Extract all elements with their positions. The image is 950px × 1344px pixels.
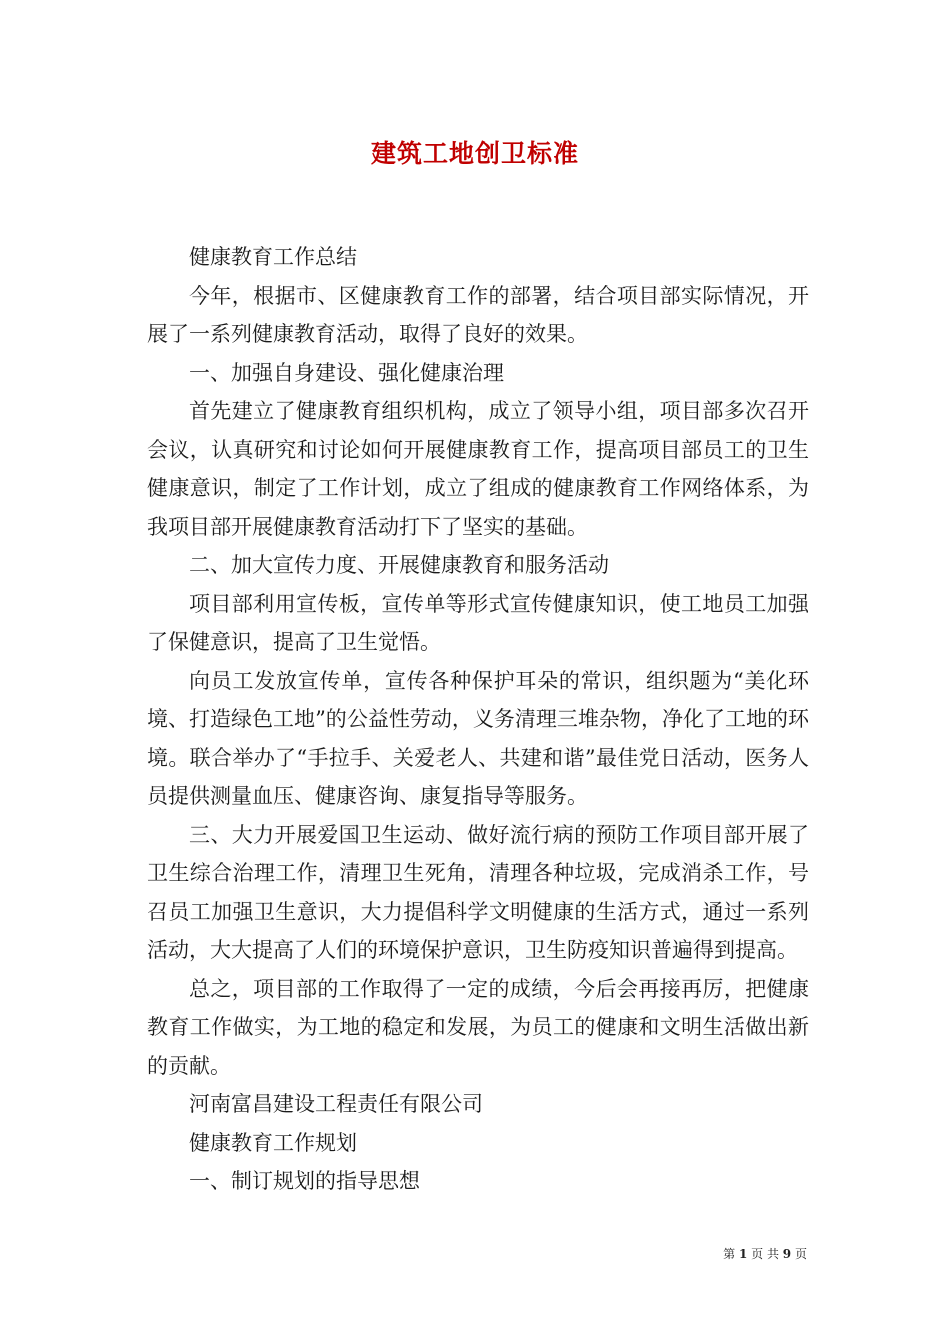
footer-suffix: 页 xyxy=(794,1247,807,1261)
page-footer xyxy=(723,1245,807,1262)
section-heading-summary: 健康教育工作总结 xyxy=(189,245,357,269)
paragraph-conclusion: 总之，项目部的工作取得了一定的成绩，今后会再接再厉，把健康教育工作做实，为工地的稳定和发展，为员工的健康和文明生活做出新的贡献。 xyxy=(147,976,809,1078)
section-heading-guiding: 一、制订规划的指导思想 xyxy=(189,1169,420,1193)
footer-total-pages: 9 xyxy=(782,1247,792,1261)
company-name: 河南富昌建设工程责任有限公司 xyxy=(189,1092,483,1116)
paragraph-publicity: 项目部利用宣传板，宣传单等形式宣传健康知识，使工地员工加强了保健意识，提高了卫生觉悟。 xyxy=(147,591,809,654)
document-title: 建筑工地创卫标准 xyxy=(370,139,579,168)
document-body xyxy=(147,238,809,1201)
paragraph-activities: 向员工发放宣传单，宣传各种保护耳朵的常识，组织题为“美化环境、打造绿色工地”的公益性劳动，义务清理三堆杂物，净化了工地的环境。联合举办了“手拉手、关爱老人、共建和谐”最佳党日活动，医务人员提供测量血压、健康咨询、康复指导等服务。 xyxy=(147,668,809,808)
paragraph-organization: 首先建立了健康教育组织机构，成立了领导小组，项目部多次召开会议，认真研究和讨论如何开展健康教育工作，提高项目部员工的卫生健康意识，制定了工作计划，成立了组成的健康教育工作网络体系，为我项目部开展健康教育活动打下了坚实的基础。 xyxy=(147,399,809,539)
section-heading-1: 一、加强自身建设、强化健康治理 xyxy=(189,360,504,385)
footer-prefix: 第 xyxy=(723,1247,736,1261)
paragraph-intro: 今年，根据市、区健康教育工作的部署，结合项目部实际情况，开展了一系列健康教育活动，取得了良好的效果。 xyxy=(147,283,809,346)
footer-current-page: 1 xyxy=(738,1247,748,1261)
footer-middle: 页 共 xyxy=(751,1247,779,1261)
section-heading-2: 二、加大宣传力度、开展健康教育和服务活动 xyxy=(189,553,609,577)
section-heading-plan: 健康教育工作规划 xyxy=(189,1130,357,1155)
paragraph-section-3: 三、大力开展爱国卫生运动、做好流行病的预防工作项目部开展了卫生综合治理工作，清理卫生死角，清理各种垃圾，完成消杀工作，号召员工加强卫生意识，大力提倡科学文明健康的生活方式，通过一系列活动，大大提高了人们的环境保护意识，卫生防疫知识普遍得到提高。 xyxy=(147,822,809,962)
